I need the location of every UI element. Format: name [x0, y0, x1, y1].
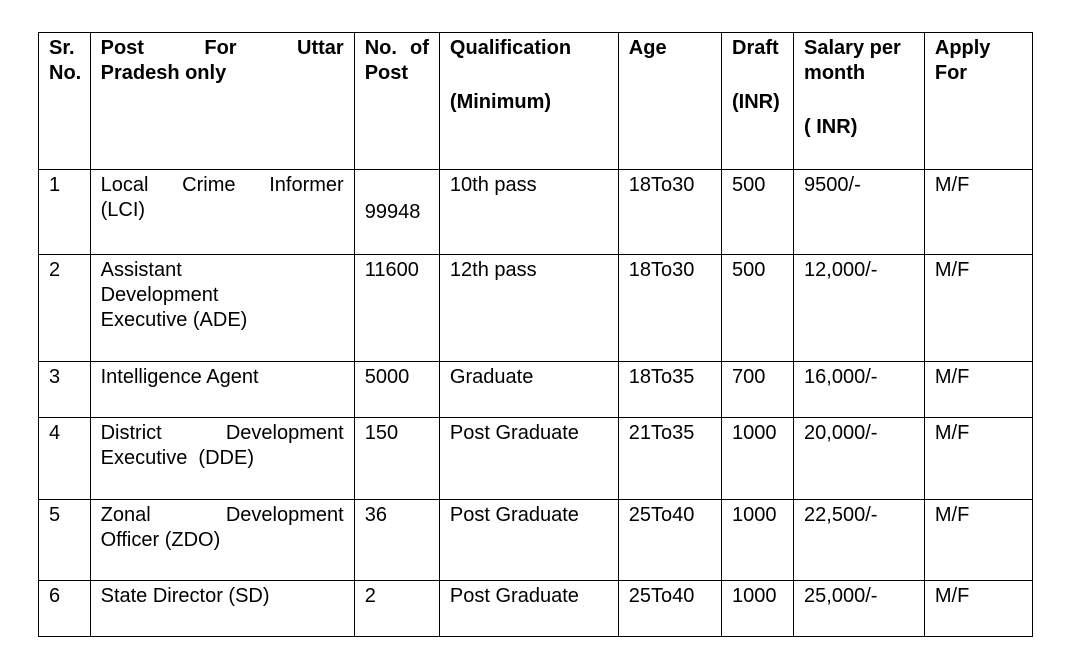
cell-num-posts: 99948 — [354, 170, 439, 255]
cell-age: 25To40 — [618, 581, 721, 637]
cell-apply-for: M/F — [924, 170, 1032, 255]
cell-apply-for: M/F — [924, 418, 1032, 500]
cell-post: Assistant Development Executive (ADE) — [90, 255, 354, 362]
table-header-row — [39, 33, 1033, 170]
table-row — [39, 255, 1033, 362]
cell-apply-for: M/F — [924, 362, 1032, 418]
cell-post: Intelligence Agent — [90, 362, 354, 418]
recruitment-table — [38, 32, 1033, 637]
cell-num-posts: 150 — [354, 418, 439, 500]
cell-draft: 1000 — [722, 500, 794, 581]
cell-qualification: 10th pass — [439, 170, 618, 255]
header-sr-no: Sr. No. — [39, 33, 91, 170]
table-row — [39, 362, 1033, 418]
cell-draft: 500 — [722, 170, 794, 255]
cell-salary: 25,000/- — [794, 581, 925, 637]
cell-num-posts: 11600 — [354, 255, 439, 362]
cell-salary: 20,000/- — [794, 418, 925, 500]
header-post: Post For Uttar Pradesh only — [90, 33, 354, 170]
table-row — [39, 170, 1033, 255]
header-age: Age — [618, 33, 721, 170]
cell-draft: 500 — [722, 255, 794, 362]
cell-sr: 4 — [39, 418, 91, 500]
cell-salary: 22,500/- — [794, 500, 925, 581]
cell-sr: 2 — [39, 255, 91, 362]
cell-age: 25To40 — [618, 500, 721, 581]
cell-sr: 5 — [39, 500, 91, 581]
cell-num-posts: 2 — [354, 581, 439, 637]
cell-post: District Development Executive (DDE) — [90, 418, 354, 500]
cell-draft: 700 — [722, 362, 794, 418]
table-row — [39, 418, 1033, 500]
cell-salary: 9500/- — [794, 170, 925, 255]
cell-qualification: 12th pass — [439, 255, 618, 362]
header-qualification: Qualification (Minimum) — [439, 33, 618, 170]
cell-salary: 12,000/- — [794, 255, 925, 362]
cell-post: State Director (SD) — [90, 581, 354, 637]
cell-draft: 1000 — [722, 581, 794, 637]
cell-num-posts: 5000 — [354, 362, 439, 418]
header-draft: Draft (INR) — [722, 33, 794, 170]
cell-age: 18To35 — [618, 362, 721, 418]
cell-draft: 1000 — [722, 418, 794, 500]
cell-age: 18To30 — [618, 170, 721, 255]
cell-age: 18To30 — [618, 255, 721, 362]
cell-sr: 1 — [39, 170, 91, 255]
cell-post: Zonal Development Officer (ZDO) — [90, 500, 354, 581]
header-apply-for: Apply For — [924, 33, 1032, 170]
cell-age: 21To35 — [618, 418, 721, 500]
cell-apply-for: M/F — [924, 581, 1032, 637]
cell-qualification: Post Graduate — [439, 500, 618, 581]
table-row — [39, 581, 1033, 637]
table-row — [39, 500, 1033, 581]
cell-sr: 6 — [39, 581, 91, 637]
cell-salary: 16,000/- — [794, 362, 925, 418]
cell-qualification: Graduate — [439, 362, 618, 418]
cell-sr: 3 — [39, 362, 91, 418]
cell-post: Local Crime Informer (LCI) — [90, 170, 354, 255]
header-no-of-post: No. of Post — [354, 33, 439, 170]
cell-qualification: Post Graduate — [439, 418, 618, 500]
cell-apply-for: M/F — [924, 500, 1032, 581]
cell-apply-for: M/F — [924, 255, 1032, 362]
header-salary: Salary per month ( INR) — [794, 33, 925, 170]
cell-num-posts: 36 — [354, 500, 439, 581]
cell-qualification: Post Graduate — [439, 581, 618, 637]
